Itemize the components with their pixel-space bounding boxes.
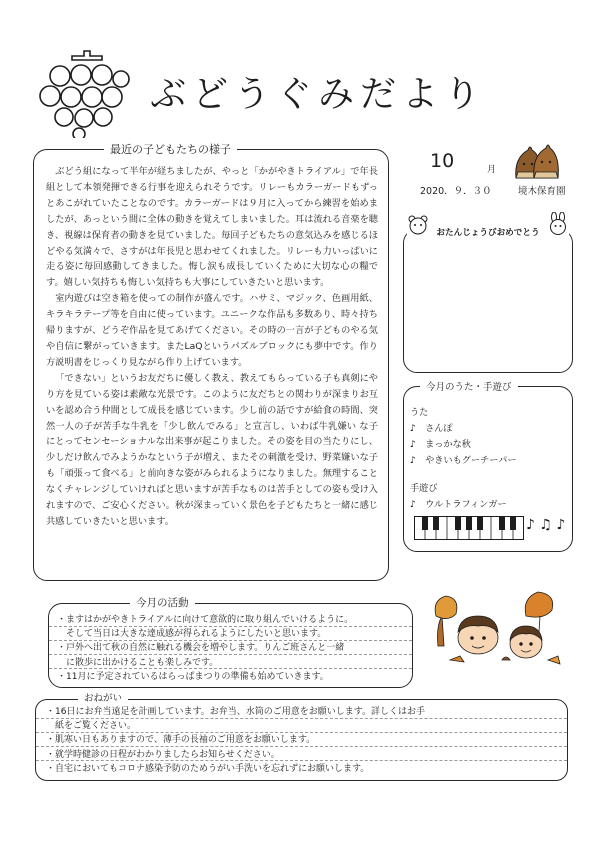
notes-heading: おねがい: [78, 690, 128, 704]
song-title: やきいもグーチーパー: [425, 455, 517, 466]
note-bullet-icon: ♪: [410, 439, 416, 450]
rabbit-icon: [547, 212, 569, 236]
uta-label: うた: [410, 407, 429, 418]
birthday-banner: [407, 220, 569, 244]
teasobi-title: ウルトラフィンガー: [425, 499, 507, 510]
piano-keys-icon: [414, 516, 524, 540]
notes-box: [35, 699, 568, 781]
activities-heading: 今月の活動: [130, 595, 195, 610]
music-notes-icon: ♪ ♫ ♪: [526, 517, 566, 533]
note-bullet-icon: ♪: [410, 423, 416, 434]
activity-line: に散歩に出かけることも楽しみです。: [57, 657, 219, 668]
children-paragraph-1: ぶどう組になって半年が経ちましたが、やっと「かがやきトライアル」で年長組として本領発揮できる行事を迎えられそうです。リレーもカラーガードもずっとあこがれていたことなのです。カラーガードは９月に入ってから練習を始めましたが、あっという間に全体の動きを覚えてしまいました。耳は流れる音楽を聴き、視線は保育者の動きを見ていました。毎回子どもたちの意気込みを感じるほどやる気満々で、さすがは年長児と思わせてくれました。リレーも力いっぱいに走る姿に毎回感動してきました。悔し涙も成長していくために大切な心の糧です。嬉しい気持ちも悔しい気持ちも大事にしていきたいと思います。: [46, 166, 378, 289]
activity-line: ・11月に予定されているはらっぱまつりの準備も始めていきます。: [57, 671, 329, 682]
songs-heading: 今月のうた・手遊び: [420, 379, 518, 393]
song-item: [410, 437, 516, 453]
children-paragraph-3: 「できない」というお友だちに優しく教え、教えてもらっている子も真剣にやり方を見ている姿は素敵な光景です。このように友だちとの関わりが深まりお互いを認め合う仲間として成長を感じています。少し前の話ですが給食の時間、突然一人の子が苦手な牛乳を「少し飲んでみる」と宣言し、いわば牛乳嫌い な子にとってセンセーショナルな出来事が起こりました。その姿を目の当たりにし、少しだけ飲んでみようかなという子が増え、またその刺激を受け、野菜嫌いな子も「頑張って食べる」と前向きな姿がみられるようになりました。無理することなくチャレンジしていければと思いますが苦手なものは苦手としての姿も受け入れますので、ご安心ください。秋が深まっていく景色を子どもたちと一緒に感じ共感していきたいと思います。: [46, 372, 378, 527]
birthday-banner-text: おたんじょうびおめでとう: [436, 228, 540, 238]
children-heading: 最近の子どもたちの様子: [104, 141, 237, 157]
song-title: まっかな秋: [425, 439, 471, 450]
note-line: ・16日にお弁当遠足を計画しています。お弁当、水筒のご用意をお願いします。詳しくはお手: [46, 707, 426, 717]
teasobi-item: [410, 497, 516, 513]
children-section: [33, 149, 389, 581]
children-paragraph-2: 室内遊びは空き箱を使っての制作が盛んです。ハサミ、マジック、色画用紙、キラキラテープ等を自由に使っています。ユニークな作品も多数あり、時々持ち帰りますが、どうぞ作品を見てあげてください。その時の一言が子どものやる気や自信に繋がっていきます。またLaQというパズルブロックにも夢中です。作り方説明書をじっくり見ながら作り上げています。: [46, 293, 378, 368]
note-bullet-icon: ♪: [410, 455, 416, 466]
activities-box: [48, 603, 413, 688]
note-line: ・自宅においてもコロナ感染予防のためうがい手洗いを忘れずにお願いします。: [46, 763, 370, 774]
birthday-box: [403, 229, 573, 373]
song-title: さんぽ: [425, 423, 453, 434]
activity-line: ・戸外へ出て秋の自然に触れる機会を増やします。りんご班さんと一緒: [57, 643, 345, 654]
song-item: [410, 453, 516, 469]
month-unit: 月: [487, 165, 497, 175]
note-line: ・肌寒い日もありますので、薄手の長袖のご用意をお願いします。: [46, 735, 316, 746]
note-line: 紙をご覧ください。: [46, 721, 137, 732]
bear-icon: [407, 214, 429, 236]
note-bullet-icon: ♪: [410, 499, 416, 510]
teasobi-label: 手遊び: [410, 483, 438, 494]
activity-line: そして当日は大きな達成感が得られるようにしたいと思います。: [57, 629, 327, 640]
autumn-children-illustration: [430, 586, 568, 668]
date-line: 2020．９．３０: [420, 186, 492, 197]
song-item: [410, 421, 516, 437]
redacted-names: [414, 250, 538, 342]
chestnut-icon: [512, 140, 560, 182]
month-number: 10: [430, 150, 455, 172]
activity-line: ・ますはかがやきトライアルに向けて意欲的に取り組んでいけるように。: [57, 615, 354, 625]
grape-logo-icon: [34, 46, 130, 138]
note-line: ・就学時健診の日程がわかりましたらお知らせください。: [46, 749, 280, 760]
school-name: 境木保育園: [518, 186, 566, 197]
songs-box: [403, 386, 573, 552]
page-title: ぶどうぐみだより: [150, 74, 487, 115]
